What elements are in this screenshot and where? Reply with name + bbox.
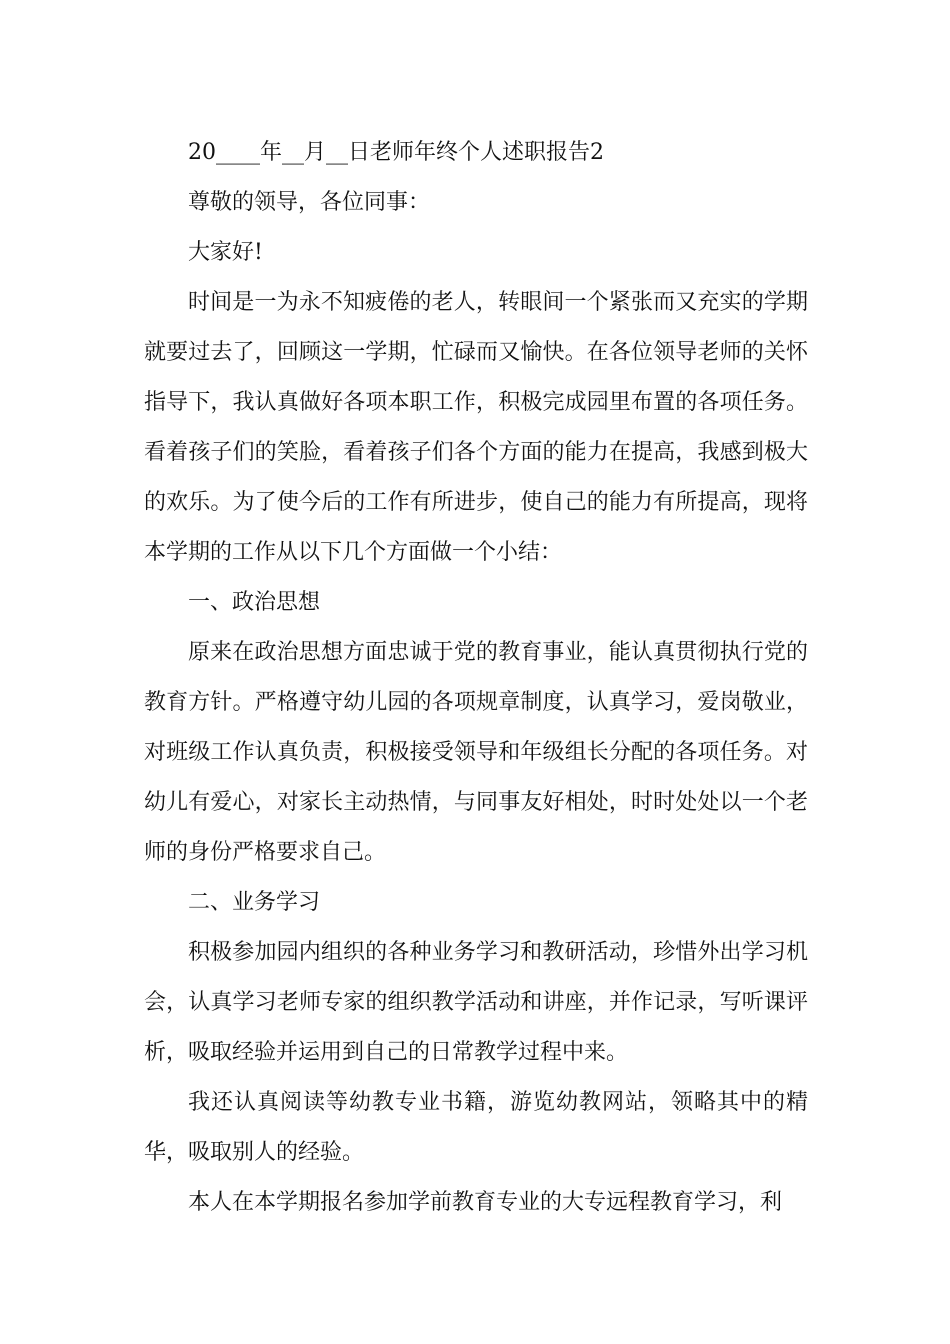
section-heading-politics: 一、政治思想 [188,590,321,615]
paragraph-reading: 我还认真阅读等幼教专业书籍，游览幼教网站，领略其中的精华，吸取别人的经验。 [144,1090,808,1165]
greeting: 大家好! [188,240,263,265]
document-title: 20____年__月__日老师年终个人述职报告2 [188,140,604,165]
paragraph-politics: 原来在政治思想方面忠诚于党的教育事业，能认真贯彻执行党的教育方针。严格遵守幼儿园的各项规章制度，认真学习，爱岗敬业，对班级工作认真负责，积极接受领导和年级组长分配的各项任务。对幼儿有爱心，对家长主动热情，与同事友好相处，时时处处以一个老师的身份严格要求自己。 [144,640,808,865]
document-body [144,128,808,1228]
section-heading-study: 二、业务学习 [188,890,321,915]
paragraph-intro: 时间是一为永不知疲倦的老人，转眼间一个紧张而又充实的学期就要过去了，回顾这一学期，忙碌而又愉快。在各位领导老师的关怀指导下，我认真做好各项本职工作，积极完成园里布置的各项任务。看着孩子们的笑脸，看着孩子们各个方面的能力在提高，我感到极大的欢乐。为了使今后的工作有所进步，使自己的能力有所提高，现将本学期的工作从以下几个方面做一个小结： [144,290,808,565]
paragraph-enrollment: 本人在本学期报名参加学前教育专业的大专远程教育学习，利 [188,1190,783,1215]
salutation: 尊敬的领导，各位同事： [188,190,431,215]
paragraph-study: 积极参加园内组织的各种业务学习和教研活动，珍惜外出学习机会，认真学习老师专家的组织教学活动和讲座，并作记录，写听课评析，吸取经验并运用到自己的日常教学过程中来。 [144,940,808,1065]
